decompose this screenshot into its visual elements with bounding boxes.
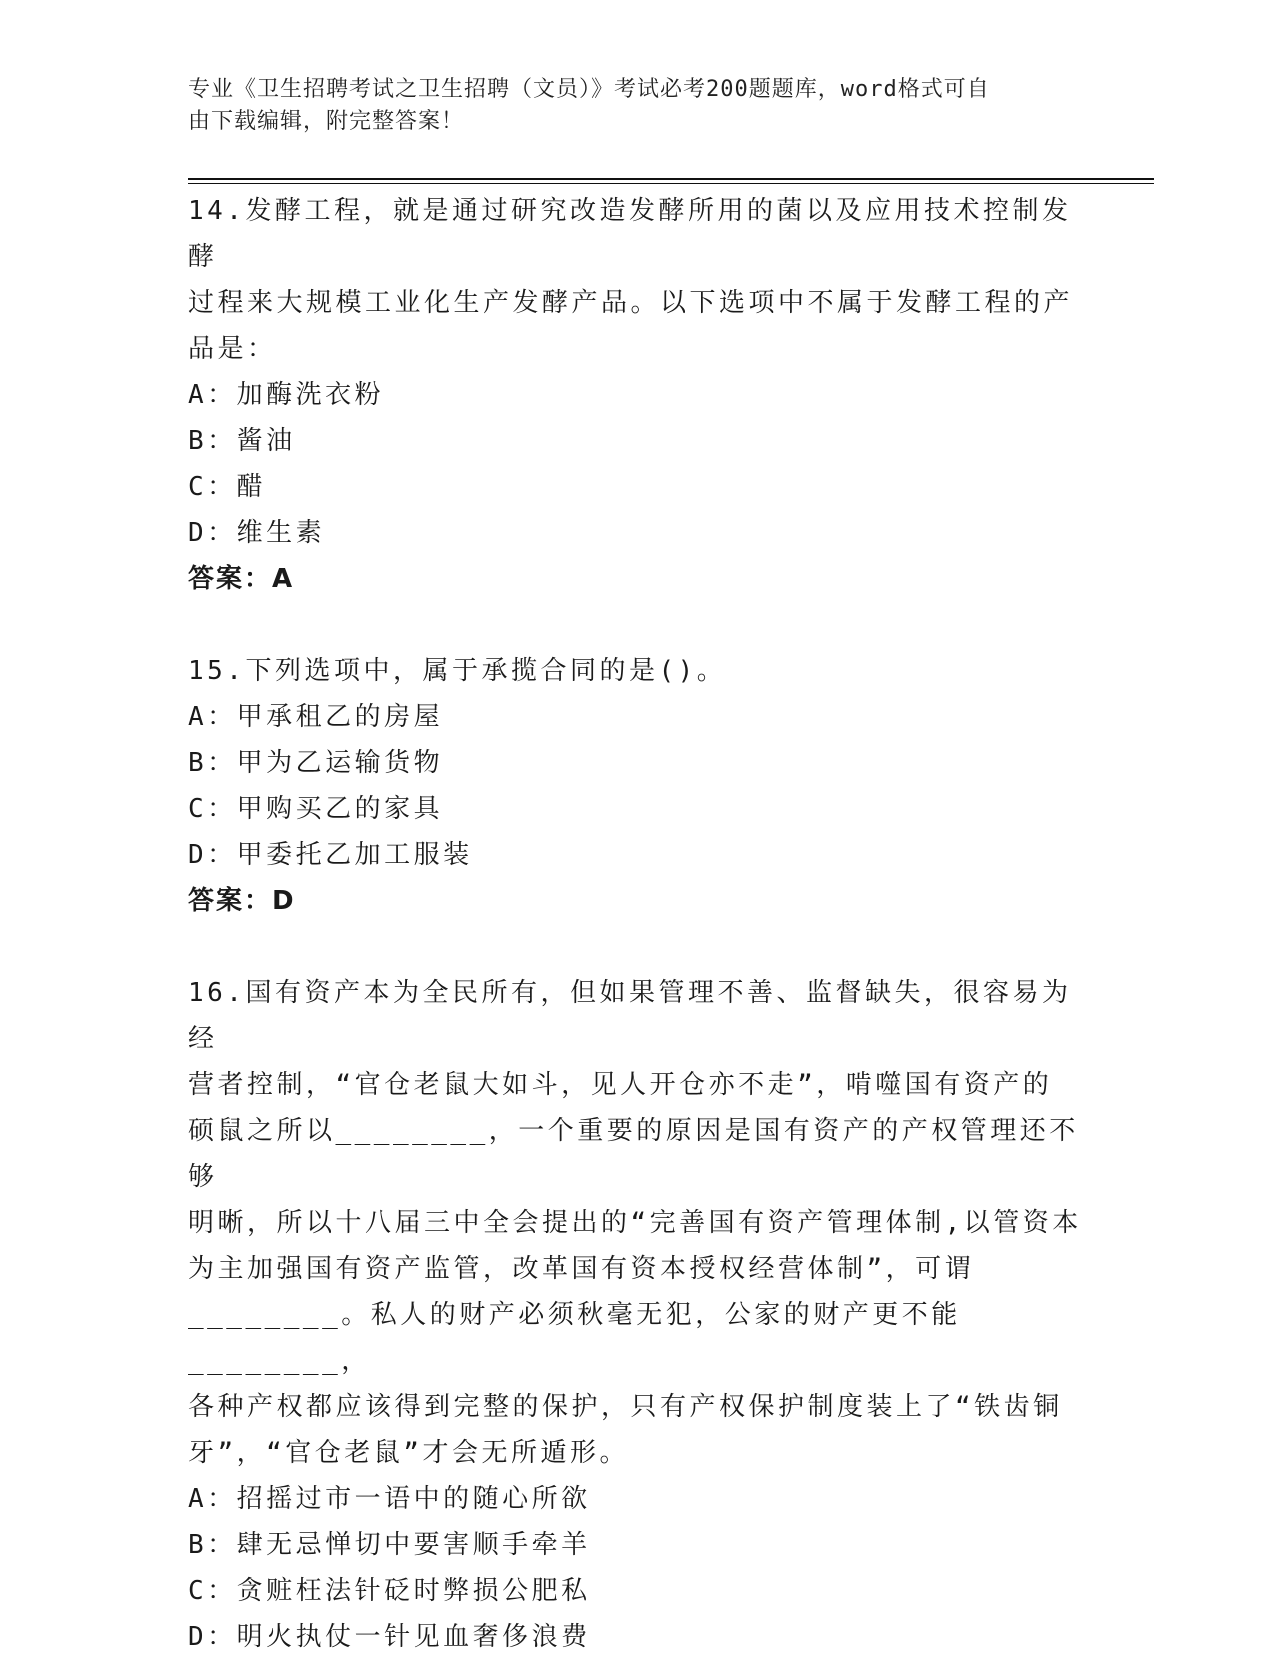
option-c: C：醋 [188, 472, 267, 502]
question-stem-line: 硕鼠之所以________，一个重要的原因是国有资产的产权管理还不够 [188, 1116, 1079, 1192]
option-d: D：甲委托乙加工服装 [188, 840, 473, 870]
question-stem-line: 品是： [188, 334, 277, 364]
option-c: C：贪赃枉法针砭时弊损公肥私 [188, 1576, 591, 1606]
option-a: A：加酶洗衣粉 [188, 380, 385, 410]
option-b: B：酱油 [188, 426, 296, 456]
question-stem-line: 牙”，“官仓老鼠”才会无所遁形。 [188, 1438, 629, 1468]
answer-label: 答案：D [188, 886, 296, 916]
header-divider-thick [188, 178, 1154, 180]
question-stem-line: 15.下列选项中，属于承揽合同的是()。 [188, 656, 727, 686]
header-line-1: 专业《卫生招聘考试之卫生招聘（文员）》考试必考200题题库，word格式可自 [188, 77, 990, 102]
option-a: A：甲承租乙的房屋 [188, 702, 444, 732]
question-stem-line: 14.发酵工程，就是通过研究改造发酵所用的菌以及应用技术控制发酵 [188, 196, 1072, 272]
header-divider-thin [188, 183, 1154, 184]
question-stem-line: 明晰，所以十八届三中全会提出的“完善国有资产管理体制,以管资本 [188, 1208, 1082, 1238]
question-15 [188, 648, 1088, 924]
option-d: D：明火执仗一针见血奢侈浪费 [188, 1622, 591, 1652]
option-a: A：招摇过市一语中的随心所欲 [188, 1484, 591, 1514]
option-d: D：维生素 [188, 518, 326, 548]
question-stem-line: 为主加强国有资产监管，改革国有资本授权经营体制”，可谓 [188, 1254, 975, 1284]
question-stem-line: 16.国有资产本为全民所有，但如果管理不善、监督缺失，很容易为经 [188, 978, 1072, 1054]
option-b: B：肆无忌惮切中要害顺手牵羊 [188, 1530, 591, 1560]
option-c: C：甲购买乙的家具 [188, 794, 444, 824]
question-stem-line: 各种产权都应该得到完整的保护，只有产权保护制度装上了“铁齿铜 [188, 1392, 1063, 1422]
option-b: B：甲为乙运输货物 [188, 748, 444, 778]
question-spacer [188, 924, 1088, 970]
question-spacer [188, 602, 1088, 648]
header-line-2: 由下载编辑，附完整答案！ [188, 109, 465, 134]
questions-container [188, 188, 1088, 1660]
question-stem-line: 营者控制，“官仓老鼠大如斗，见人开仓亦不走”，啃噬国有资产的 [188, 1070, 1053, 1100]
answer-label: 答案：A [188, 564, 295, 594]
question-stem-line: 过程来大规模工业化生产发酵产品。以下选项中不属于发酵工程的产 [188, 288, 1074, 318]
question-16 [188, 970, 1088, 1660]
question-stem-line: ________。私人的财产必须秋毫无犯，公家的财产更不能________， [188, 1300, 961, 1376]
document-header [188, 74, 1068, 138]
question-14 [188, 188, 1088, 602]
